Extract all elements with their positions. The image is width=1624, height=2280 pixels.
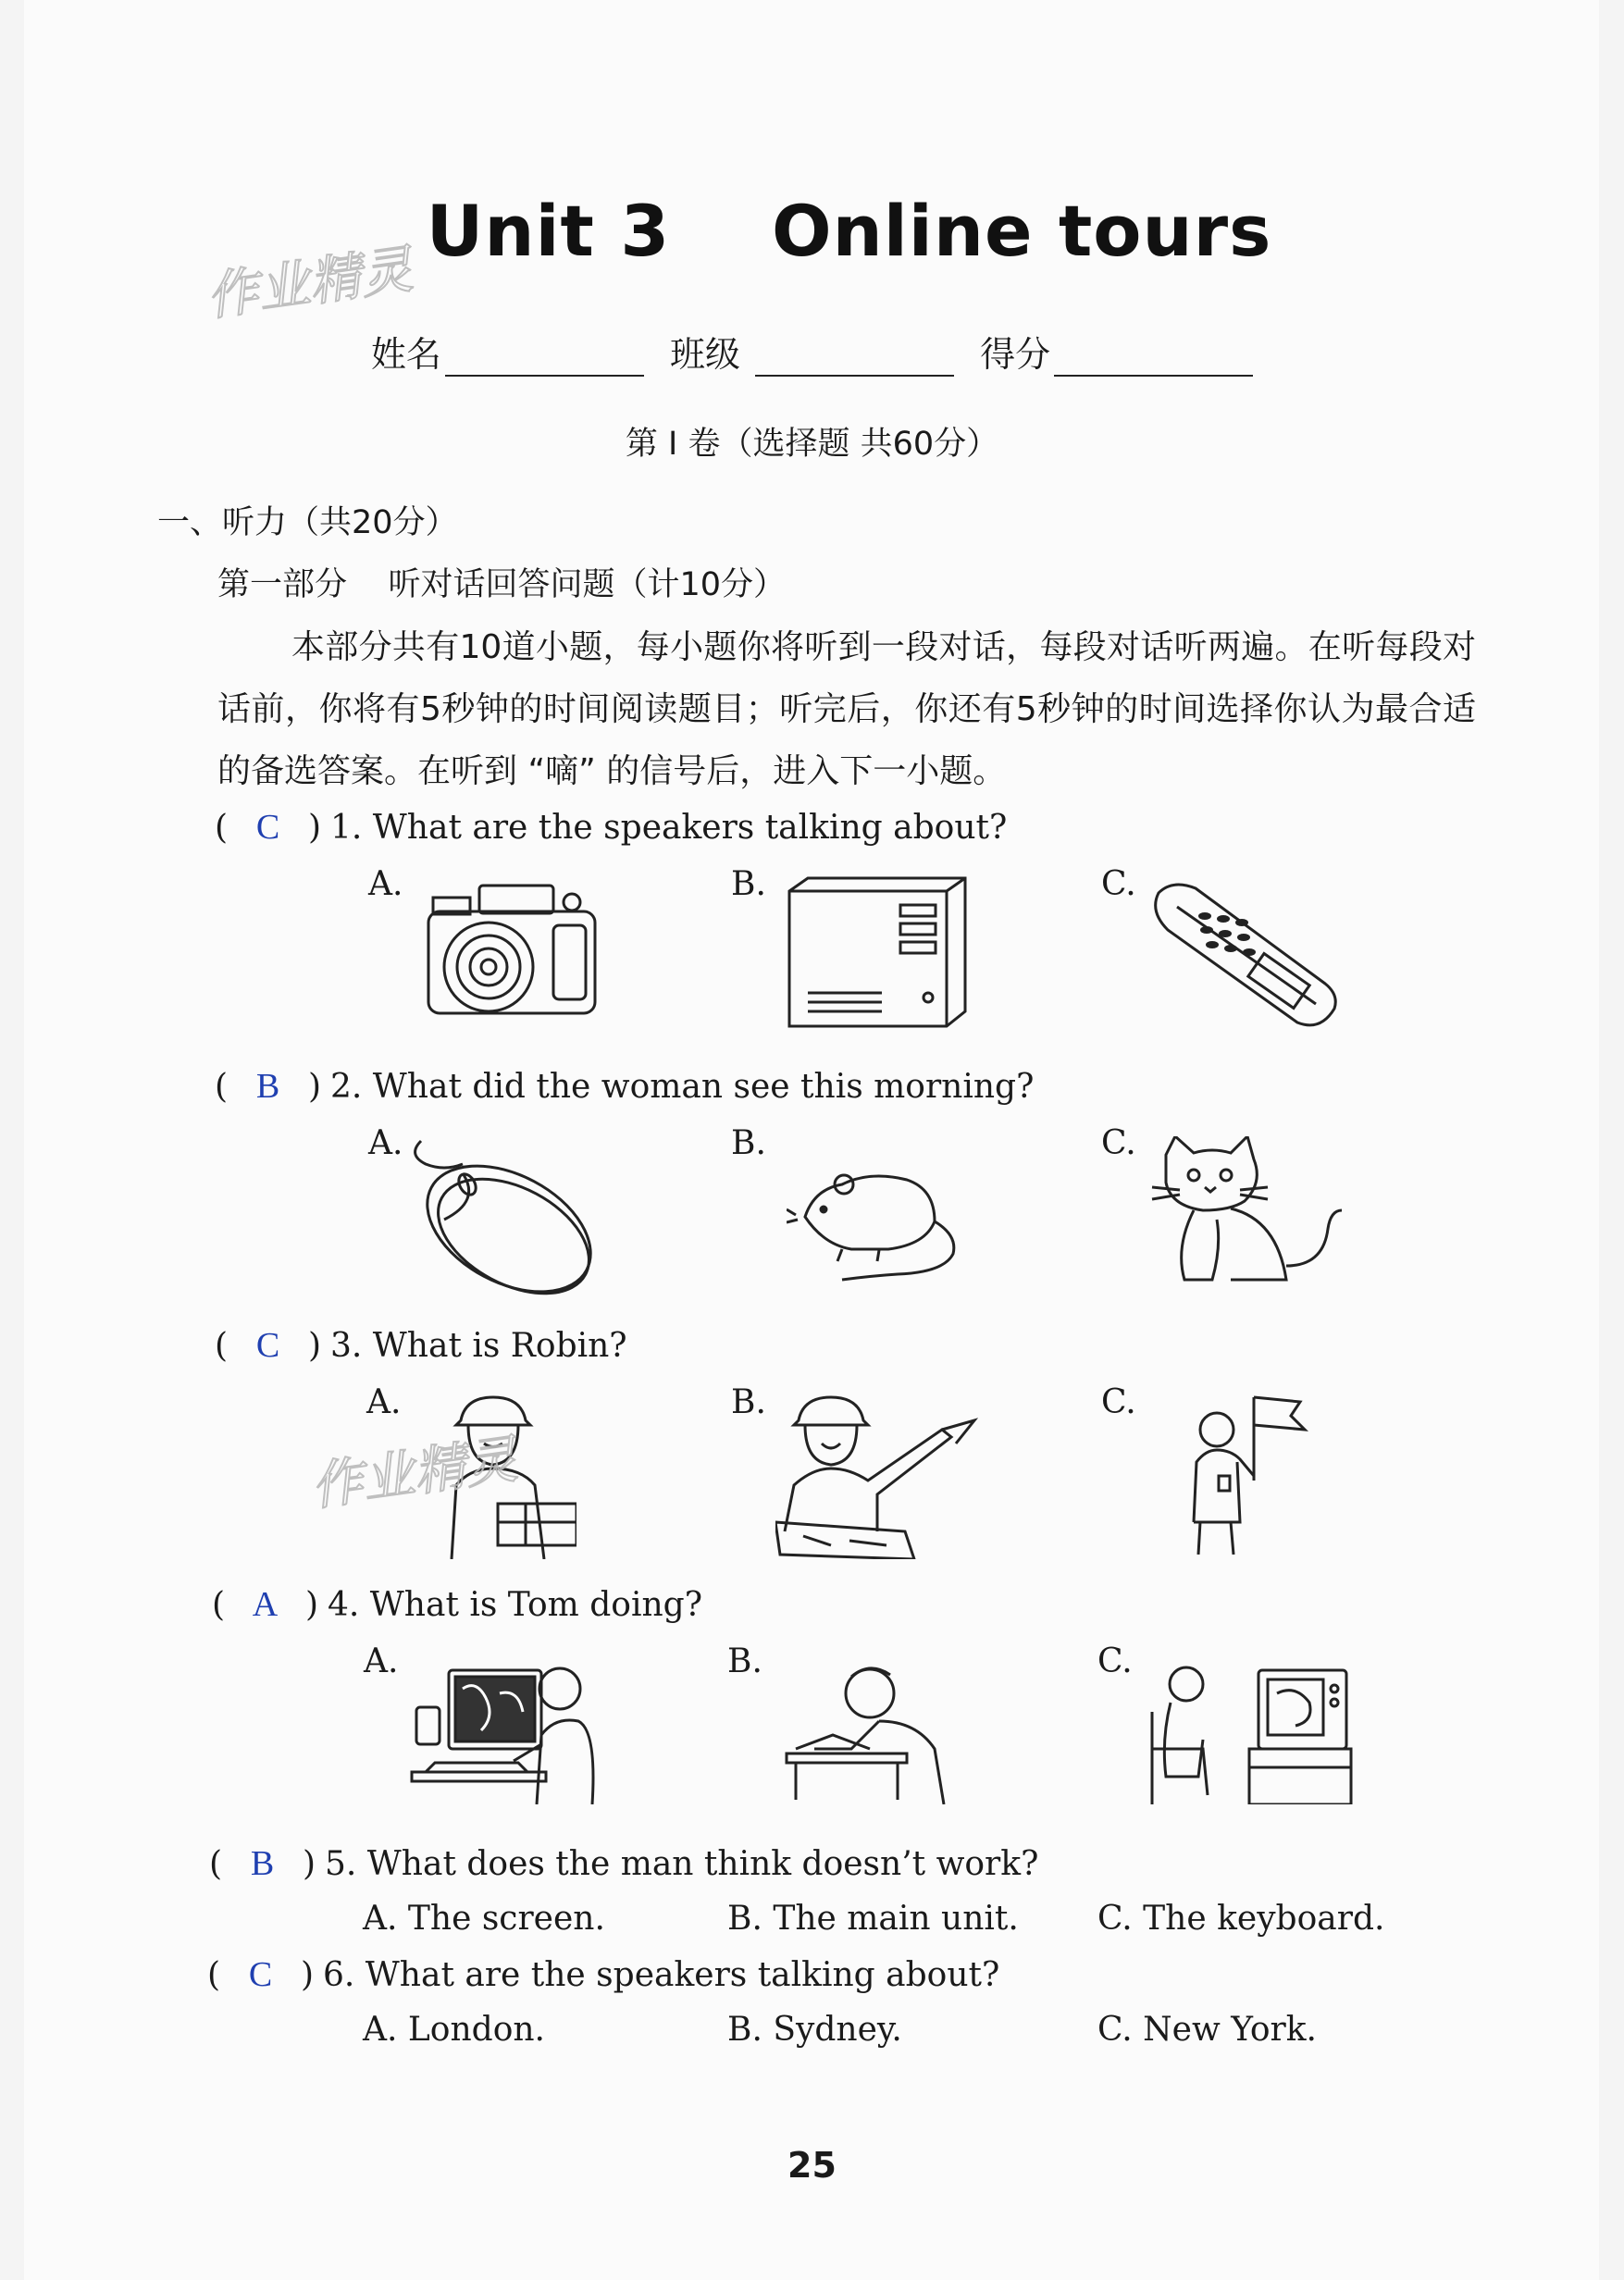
question-text: 4. What is Tom doing? bbox=[328, 1586, 703, 1624]
option-a: A. The screen. bbox=[363, 1900, 605, 1938]
answer-mark: A bbox=[252, 1585, 279, 1624]
question-text: 1. What are the speakers talking about? bbox=[330, 809, 1008, 847]
instructions: 本部分共有10道小题，每小题你将听到一段对话，每段对话听两遍。在听每段对话前，你将有5秒钟的时间阅读题目；听完后，你还有5秒钟的时间选择你认为最合适的备选答案。在听到 “嘀” 的信号后，进入下一小题。 bbox=[217, 628, 1476, 790]
question-4 bbox=[212, 1584, 702, 1625]
option-label: A. bbox=[366, 1383, 402, 1421]
option-b: B. Sydney. bbox=[727, 2011, 902, 2049]
option-label: C. bbox=[1097, 1642, 1133, 1680]
question-1 bbox=[215, 807, 1007, 848]
camera-icon bbox=[415, 874, 609, 1022]
option-label: C. bbox=[1101, 1124, 1136, 1162]
option-a: A. London. bbox=[363, 2011, 545, 2049]
student-info-row bbox=[0, 326, 1624, 377]
answer-mark: B bbox=[255, 1067, 280, 1106]
section-title: 一、听力（共20分） bbox=[157, 504, 458, 541]
answer-paren: ( C ) bbox=[215, 1326, 321, 1365]
answer-paren: ( A ) bbox=[212, 1585, 318, 1624]
answer-mark: B bbox=[250, 1844, 275, 1883]
name-blank[interactable] bbox=[445, 345, 644, 377]
volume-title: 第 I 卷（选择题 共60分） bbox=[625, 426, 999, 463]
name-label: 姓名 bbox=[370, 334, 441, 375]
watermark: 作业精灵 bbox=[203, 239, 417, 328]
question-2 bbox=[215, 1066, 1034, 1107]
question-6 bbox=[207, 1954, 999, 1995]
answer-paren: ( B ) bbox=[209, 1844, 316, 1883]
question-5 bbox=[209, 1843, 1038, 1884]
computer-case-icon bbox=[780, 873, 974, 1032]
option-c: C. The keyboard. bbox=[1097, 1900, 1385, 1938]
unit-title: Unit 3 Online tours bbox=[426, 190, 1272, 272]
answer-mark: C bbox=[255, 808, 280, 847]
question-3 bbox=[215, 1325, 627, 1366]
answer-mark: C bbox=[255, 1326, 280, 1365]
option-label: B. bbox=[731, 865, 766, 903]
option-label: A. bbox=[368, 865, 403, 903]
option-label: A. bbox=[364, 1642, 399, 1680]
mouse-device-icon bbox=[407, 1136, 601, 1298]
score-label: 得分 bbox=[980, 334, 1051, 375]
option-label: B. bbox=[727, 1642, 762, 1680]
answer-paren: ( B ) bbox=[215, 1067, 321, 1106]
option-label: B. bbox=[731, 1383, 766, 1421]
answer-paren: ( C ) bbox=[207, 1955, 314, 1994]
score-blank[interactable] bbox=[1054, 345, 1253, 377]
rat-icon bbox=[787, 1152, 972, 1282]
question-text: 6. What are the speakers talking about? bbox=[323, 1956, 1000, 1994]
computer-user-icon bbox=[407, 1652, 597, 1804]
page-number: 25 bbox=[787, 2145, 837, 2186]
option-label: C. bbox=[1101, 1383, 1136, 1421]
option-label: C. bbox=[1101, 865, 1136, 903]
remote-control-icon bbox=[1140, 874, 1345, 1032]
option-b: B. The main unit. bbox=[727, 1900, 1019, 1938]
class-label: 班级 bbox=[669, 334, 740, 375]
answer-paren: ( C ) bbox=[215, 808, 321, 847]
part-title: 第一部分 听对话回答问题（计10分） bbox=[217, 566, 787, 603]
option-c: C. New York. bbox=[1097, 2011, 1317, 2049]
class-blank[interactable] bbox=[755, 345, 954, 377]
watermark: 作业精灵 bbox=[307, 1429, 522, 1518]
question-text: 2. What did the woman see this morning? bbox=[330, 1068, 1035, 1106]
question-text: 5. What does the man think doesn’t work? bbox=[325, 1845, 1039, 1883]
question-text: 3. What is Robin? bbox=[330, 1327, 627, 1365]
tour-guide-icon bbox=[1180, 1393, 1309, 1555]
reading-boy-icon bbox=[777, 1656, 981, 1804]
option-label: B. bbox=[731, 1124, 766, 1162]
cat-icon bbox=[1147, 1136, 1346, 1284]
tv-watcher-icon bbox=[1147, 1656, 1356, 1804]
answer-mark: C bbox=[248, 1955, 273, 1994]
option-label: A. bbox=[368, 1124, 403, 1162]
engineer-icon bbox=[775, 1393, 984, 1559]
